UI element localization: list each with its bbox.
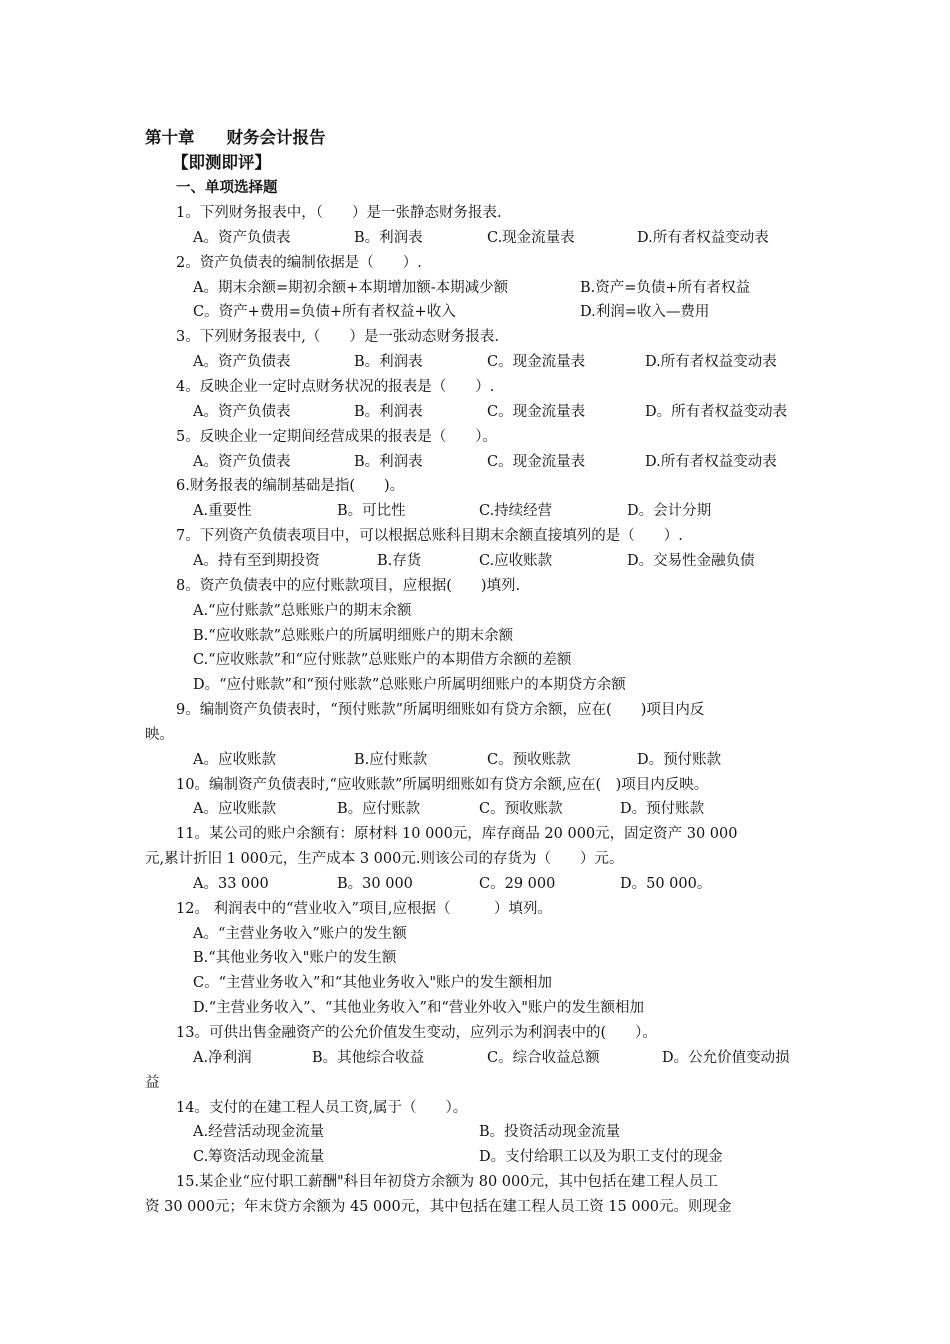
option: B。可比性 xyxy=(337,503,406,519)
option: D。会计分期 xyxy=(627,503,712,519)
option: B。利润表 xyxy=(354,404,423,420)
option: B。利润表 xyxy=(354,230,423,246)
option: D。“应付账款”和“预付账款”总账账户所属明细账户的本期贷方余额 xyxy=(193,677,626,693)
question-stem-continued: 映。 xyxy=(145,727,174,743)
option: A。33 000 xyxy=(193,876,269,892)
option: D。支付给职工以及为职工支付的现金 xyxy=(479,1149,723,1165)
option: C。资产+费用=负债+所有者权益+收入 xyxy=(193,304,456,320)
option: D。交易性金融负债 xyxy=(627,553,755,569)
option: A.经营活动现金流量 xyxy=(193,1124,325,1140)
option: D.所有者权益变动表 xyxy=(637,230,769,246)
chapter-number: 第十章 xyxy=(145,128,195,147)
option: B.存货 xyxy=(377,553,422,569)
option: D。公允价值变动损 xyxy=(662,1050,790,1066)
option: A。持有至到期投资 xyxy=(193,553,320,569)
option: C.“应收账款”和“应付账款”总账账户的本期借方余额的差额 xyxy=(193,652,572,668)
chapter-title xyxy=(145,128,326,148)
option: A。资产负债表 xyxy=(193,454,291,470)
question-stem-continued: 资 30 000元；年末贷方余额为 45 000元，其中包括在建工程人员工资 15 000元。则现金 xyxy=(145,1199,732,1215)
option: B.资产=负债+所有者权益 xyxy=(580,280,751,296)
option: C。29 000 xyxy=(479,876,556,892)
option: C.应收账款 xyxy=(479,553,553,569)
option: A。资产负债表 xyxy=(193,354,291,370)
question-stem: 4。反映企业一定时点财务状况的报表是（ ）. xyxy=(176,379,495,395)
option: B。投资活动现金流量 xyxy=(479,1124,621,1140)
option: A。应收账款 xyxy=(193,801,276,817)
option: B。其他综合收益 xyxy=(312,1050,425,1066)
option: B.应付账款 xyxy=(354,752,428,768)
option: C。现金流量表 xyxy=(487,404,586,420)
option: C。综合收益总额 xyxy=(487,1050,600,1066)
question-stem: 10。编制资产负债表时,“应收账款”所属明细账如有贷方余额,应在( )项目内反映。 xyxy=(176,777,709,793)
option: C。现金流量表 xyxy=(487,454,586,470)
question-stem: 5。反映企业一定期间经营成果的报表是（ ）。 xyxy=(176,429,497,445)
option: A。应收账款 xyxy=(193,752,276,768)
option: D。预付账款 xyxy=(620,801,705,817)
question-stem: 9。编制资产负债表时，“预付账款”所属明细账如有贷方余额，应在( )项目内反 xyxy=(176,702,705,718)
option: B。利润表 xyxy=(354,454,423,470)
question-stem: 6.财务报表的编制基础是指( )。 xyxy=(176,478,405,494)
option: B。利润表 xyxy=(354,354,423,370)
option: C.筹资活动现金流量 xyxy=(193,1149,325,1165)
option: B.“其他业务收入"账户的发生额 xyxy=(193,950,397,966)
option: C.持续经营 xyxy=(479,503,553,519)
option: B.“应收账款”总账账户的所属明细账户的期末余额 xyxy=(193,628,514,644)
option: D.所有者权益变动表 xyxy=(645,354,777,370)
question-stem: 7。下列资产负债表项目中，可以根据总账科目期末余额直接填列的是（ ）. xyxy=(176,528,683,544)
option-continued: 益 xyxy=(145,1075,160,1091)
option: C.现金流量表 xyxy=(487,230,575,246)
option: A。资产负债表 xyxy=(193,230,291,246)
question-stem: 2。资产负债表的编制依据是（ ）. xyxy=(176,255,422,271)
question-stem: 11。某公司的账户余额有：原材料 10 000元，库存商品 20 000元，固定资产 30 000 xyxy=(176,826,738,842)
question-stem: 1。下列财务报表中，（ ）是一张静态财务报表. xyxy=(176,205,502,221)
option: A.净利润 xyxy=(193,1050,252,1066)
option: C。“主营业务收入”和“其他业务收入"账户的发生额相加 xyxy=(193,975,553,991)
part-heading: 一、单项选择题 xyxy=(176,180,278,196)
option: A.重要性 xyxy=(193,503,252,519)
question-stem: 3。下列财务报表中,（ ）是一张动态财务报表. xyxy=(176,329,499,345)
option: A.“应付账款”总账账户的期末余额 xyxy=(193,603,412,619)
question-stem: 12。 利润表中的“营业收入”项目,应根据（ ）填列。 xyxy=(176,901,552,917)
option: C。预收账款 xyxy=(487,752,571,768)
option: A。资产负债表 xyxy=(193,404,291,420)
option: B。应付账款 xyxy=(337,801,421,817)
section-heading: 【即测即评】 xyxy=(172,153,271,172)
option: D.利润=收入—费用 xyxy=(580,304,710,320)
option: D.“主营业务收入”、“其他业务收入”和“营业外收入"账户的发生额相加 xyxy=(193,1000,644,1016)
option: D。预付账款 xyxy=(637,752,722,768)
question-stem-continued: 元,累计折旧 1 000元，生产成本 3 000元.则该公司的存货为（ ）元。 xyxy=(145,851,624,867)
option: C。预收账款 xyxy=(479,801,563,817)
question-stem: 8。资产负债表中的应付账款项目，应根据( )填列. xyxy=(176,578,521,594)
question-stem: 15.某企业“应付职工薪酬"科目年初贷方余额为 80 000元，其中包括在建工程人员工 xyxy=(176,1174,718,1190)
question-stem: 14。支付的在建工程人员工资,属于（ ）。 xyxy=(176,1100,468,1116)
option: B。30 000 xyxy=(337,876,413,892)
option: D。所有者权益变动表 xyxy=(645,404,788,420)
question-stem: 13。可供出售金融资产的公允价值发生变动，应列示为利润表中的( ）。 xyxy=(176,1025,657,1041)
chapter-name: 财务会计报告 xyxy=(226,128,326,147)
option: A。期末余额=期初余额+本期增加额-本期减少额 xyxy=(193,280,509,296)
option: D。50 000。 xyxy=(620,876,712,892)
option: D.所有者权益变动表 xyxy=(645,454,777,470)
option: C。现金流量表 xyxy=(487,354,586,370)
option: A。“主营业务收入”账户的发生额 xyxy=(193,926,407,942)
